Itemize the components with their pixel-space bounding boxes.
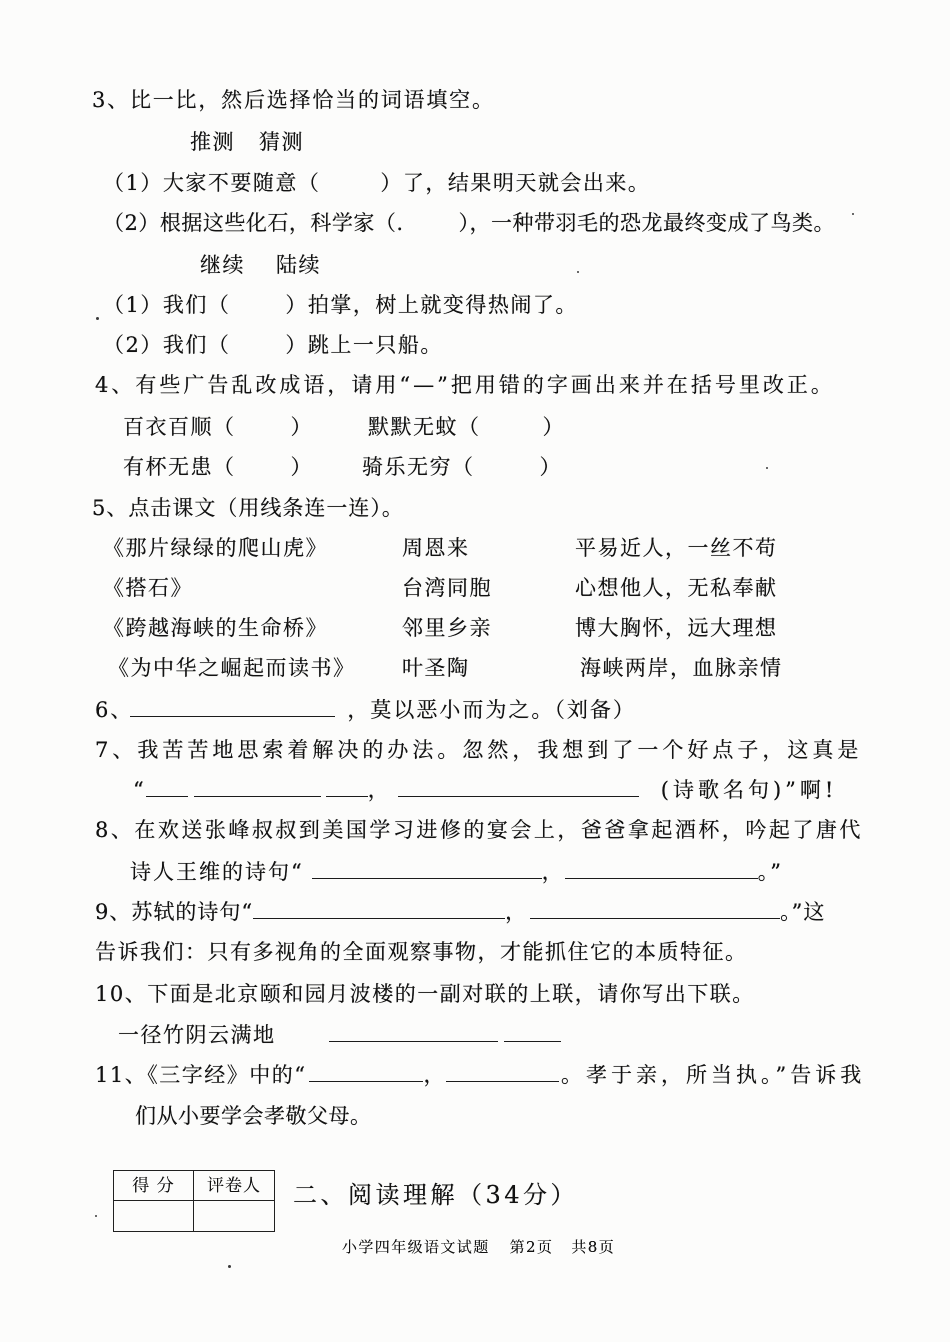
sentence-start: （1）大家不要随意（ xyxy=(103,171,321,195)
answer-space xyxy=(230,310,285,312)
idiom-text: 骑乐无穷（ xyxy=(362,455,475,479)
idiom-text: 有杯无患（ xyxy=(123,455,236,479)
trait-phrase: 平易近人，一丝不苟 xyxy=(575,536,778,560)
answer-space xyxy=(404,228,459,230)
question-number: 6、 xyxy=(95,698,134,722)
sentence-start: （2）根据这些化石，科学家（. xyxy=(103,211,404,235)
answer-blank xyxy=(309,1063,423,1082)
footer-subject: 小学四年级语文试题 xyxy=(342,1238,490,1256)
answer-space xyxy=(236,472,291,474)
answer-blank xyxy=(398,778,639,797)
answer-blank xyxy=(530,900,780,919)
q3-word-options-2 xyxy=(200,252,321,278)
answer-space xyxy=(236,432,291,434)
word-option: 推测 xyxy=(190,130,235,154)
scan-speck xyxy=(96,317,99,320)
comma: ， xyxy=(423,1063,446,1087)
q7-line-1: 7、我苦苦地思索着解决的办法。忽然，我想到了一个好点子，这真是 xyxy=(95,738,863,762)
answer-blank xyxy=(253,900,505,919)
footer-page-number: 第2页 xyxy=(509,1238,554,1256)
q9-line-1 xyxy=(95,899,825,925)
sentence-start: 诗人王维的诗句“ xyxy=(130,860,304,884)
sentence-end: (诗歌名句)”啊! xyxy=(660,778,838,802)
q11-line-2: 们从小要学会孝敬父母。 xyxy=(135,1104,372,1128)
q6-line xyxy=(95,697,636,723)
answer-blank xyxy=(565,860,758,879)
q10-title: 10、下面是北京颐和园月波楼的一副对联的上联，请你写出下联。 xyxy=(95,982,755,1006)
paren-close: ） xyxy=(290,455,313,479)
sentence-end: ）了，结果明天就会出来。 xyxy=(380,171,651,195)
lesson-title: 《为中华之崛起而读书》 xyxy=(108,656,356,680)
scan-speck xyxy=(228,1265,231,1268)
comma: ， xyxy=(541,860,565,884)
sentence-end: ）跳上一只船。 xyxy=(285,333,443,357)
idiom-text: 百衣百顺（ xyxy=(123,415,236,439)
score-header: 得 分 xyxy=(114,1171,194,1201)
matching-row xyxy=(0,535,900,561)
word-option: 猜测 xyxy=(259,130,304,154)
q3-set1-item-2 xyxy=(103,210,835,236)
person-name: 邻里乡亲 xyxy=(402,616,492,640)
lesson-title: 《跨越海峡的生命桥》 xyxy=(103,616,328,640)
sentence-end: 。”这 xyxy=(780,900,826,924)
q4-idiom-item xyxy=(362,454,562,480)
q3-word-options-1 xyxy=(190,129,304,155)
answer-space xyxy=(230,350,285,352)
q4-title: 4、有些广告乱改成语，请用“—”把用错的字画出来并在括号里改正。 xyxy=(95,373,835,397)
paren-close: ） xyxy=(542,415,565,439)
grader-cell xyxy=(194,1201,274,1231)
sentence-end: 。” xyxy=(757,860,783,884)
q4-idiom-item xyxy=(123,414,313,440)
paren-close: ） xyxy=(290,415,313,439)
sentence-end: ，莫以恶小而为之。（刘备） xyxy=(347,698,636,722)
scan-speck xyxy=(852,213,854,215)
answer-blank xyxy=(504,1023,561,1042)
q4-idiom-item xyxy=(368,414,565,440)
answer-space xyxy=(481,432,543,434)
answer-blank xyxy=(130,698,335,717)
section-heading: 二、阅读理解（34分） xyxy=(293,1181,579,1209)
sentence-start: （2）我们（ xyxy=(103,333,231,357)
answer-blank xyxy=(146,778,188,797)
q8-line-1: 8、在欢送张峰叔叔到美国学习进修的宴会上，爸爸拿起酒杯，吟起了唐代 xyxy=(95,818,863,842)
answer-blank xyxy=(446,1063,559,1082)
sentence-start: （1）我们（ xyxy=(103,293,231,317)
sentence-start: 11、《三字经》中的“ xyxy=(95,1063,307,1087)
word-option: 陆续 xyxy=(276,253,321,277)
lesson-title: 《搭石》 xyxy=(103,576,193,600)
sentence-end: 。孝于亲，所当执。”告诉我 xyxy=(560,1063,866,1087)
sentence-start: 9、苏轼的诗句“ xyxy=(95,900,254,924)
score-cell xyxy=(114,1201,194,1231)
q3-title: 3、比一比，然后选择恰当的词语填空。 xyxy=(92,88,495,112)
page-footer xyxy=(342,1238,615,1256)
answer-space xyxy=(320,188,380,190)
trait-phrase: 博大胸怀，远大理想 xyxy=(575,616,778,640)
word-option: 继续 xyxy=(200,253,245,277)
paren-close: ） xyxy=(539,455,562,479)
sentence-end: ），一种带羽毛的恐龙最终变成了鸟类。 xyxy=(458,211,836,235)
answer-blank xyxy=(329,1023,498,1042)
score-box xyxy=(113,1170,275,1232)
q8-line-2 xyxy=(130,859,783,885)
open-quote: “ xyxy=(133,778,146,802)
trait-phrase: 海峡两岸，血脉亲情 xyxy=(580,656,783,680)
upper-couplet: 一径竹阴云满地 xyxy=(118,1023,276,1047)
sentence-end: ）拍掌，树上就变得热闹了。 xyxy=(285,293,578,317)
lesson-title: 《那片绿绿的爬山虎》 xyxy=(103,536,328,560)
q4-idiom-item xyxy=(123,454,313,480)
q3-set2-item-1 xyxy=(103,292,578,318)
person-name: 周恩来 xyxy=(402,536,470,560)
answer-space xyxy=(475,472,540,474)
answer-blank xyxy=(326,778,368,797)
q3-set2-item-2 xyxy=(103,332,443,358)
answer-blank xyxy=(194,778,321,797)
answer-blank xyxy=(312,860,542,879)
comma: ， xyxy=(505,900,528,924)
person-name: 台湾同胞 xyxy=(402,576,492,600)
comma: ， xyxy=(367,778,391,802)
q7-line-2 xyxy=(133,777,837,803)
q11-line-1 xyxy=(95,1062,865,1088)
idiom-text: 默默无蚊（ xyxy=(368,415,481,439)
footer-total-pages: 共8页 xyxy=(571,1238,616,1256)
q5-title: 5、点击课文（用线条连一连）。 xyxy=(92,496,404,520)
grader-header: 评卷人 xyxy=(194,1171,274,1201)
scan-speck xyxy=(95,1215,97,1217)
matching-row xyxy=(0,615,900,641)
q3-set1-item-1 xyxy=(103,170,650,196)
q9-line-2: 告诉我们：只有多视角的全面观察事物，才能抓住它的本质特征。 xyxy=(95,940,748,964)
matching-row xyxy=(0,575,900,601)
matching-row xyxy=(0,655,900,681)
person-name: 叶圣陶 xyxy=(402,656,470,680)
scan-speck xyxy=(766,467,768,469)
q10-couplet-line xyxy=(118,1022,561,1048)
trait-phrase: 心想他人，无私奉献 xyxy=(575,576,778,600)
scan-speck xyxy=(577,271,579,273)
